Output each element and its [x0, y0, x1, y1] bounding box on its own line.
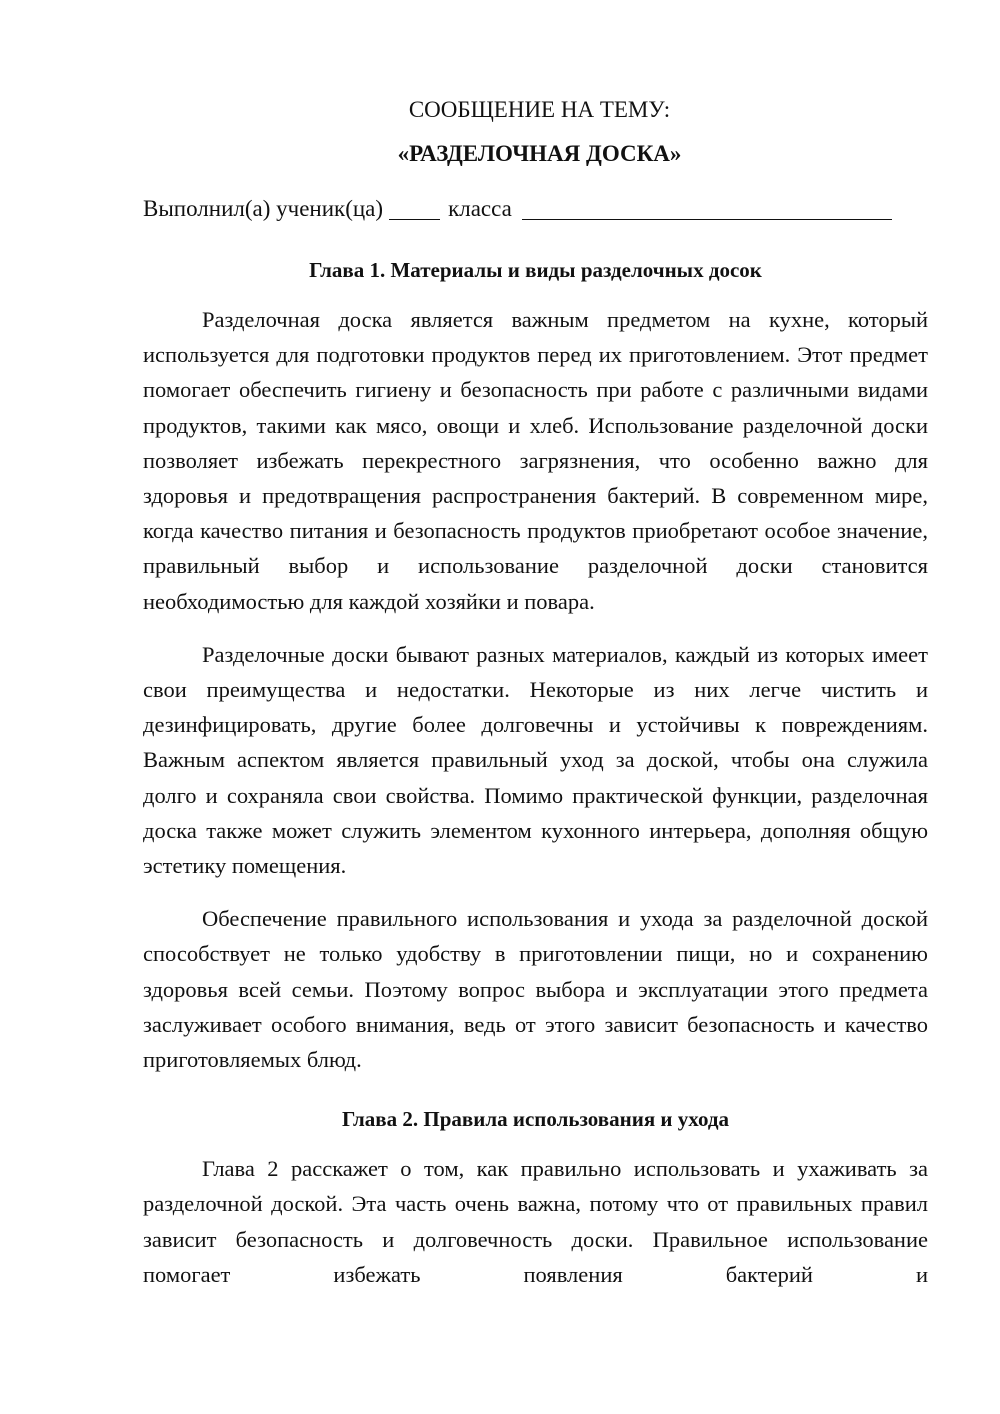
chapter-1-paragraph: Разделочная доска является важным предметом на кухне, который используется для подготовки продуктов перед их приготовлением. Этот предмет помогает обеспечить гигиену и безопасность при работе с различными видами продуктов, такими как мясо, овощи и хлеб. Использование разделочной доски позволяет избежать перекрестного загрязнения, что особенно важно для здоровья и предотвращения распространения бактерий. В современном мире, когда качество питания и безопасность продуктов приобретают особое значение, правильный выбор и использование разделочной доски становится необходимостью для каждой хозяйки и повара. — [143, 307, 928, 614]
chapter-1-paragraph: Разделочные доски бывают разных материалов, каждый из которых имеет свои преимущества и недостатки. Некоторые из них легче чистить и дезинфицировать, другие более долговечны и устойчивы к повреждениям. Важным аспектом является правильный уход за доской, чтобы она служила долго и сохраняла свои свойства. Помимо практической функции, разделочная доска также может служить элементом кухонного интерьера, дополняя общую эстетику помещения. — [143, 641, 928, 879]
performer-line — [143, 190, 928, 228]
class-number-blank — [389, 199, 440, 220]
chapter-1-heading: Глава 1. Материалы и виды разделочных досок — [309, 258, 762, 282]
performer-student-label: Выполнил(а) ученик(ца) — [143, 196, 384, 221]
chapter-2-heading: Глава 2. Правила использования и ухода — [342, 1107, 729, 1132]
performer-class-label: класса — [448, 196, 512, 221]
document-title-line-2: «РАЗДЕЛОЧНАЯ ДОСКА» — [397, 141, 682, 166]
student-name-blank — [522, 199, 892, 220]
chapter-1-paragraph: Обеспечение правильного использования и ухода за разделочной доской способствует не только удобству в приготовлении пищи, но и сохранению здоровья всей семьи. Поэтому вопрос выбора и эксплуатации этого предмета заслуживает особого внимания, ведь от этого зависит безопасность и качество приготовляемых блюд. — [143, 906, 928, 1073]
chapter-2-paragraph: Глава 2 расскажет о том, как правильно использовать и ухаживать за разделочной доской. Эта часть очень важна, потому что от правильных правил зависит безопасность и долговечность доски. Правильное использование помогает избежать появления бактерий и — [143, 1156, 928, 1287]
document-title-line-1: СООБЩЕНИЕ НА ТЕМУ: — [408, 97, 671, 122]
